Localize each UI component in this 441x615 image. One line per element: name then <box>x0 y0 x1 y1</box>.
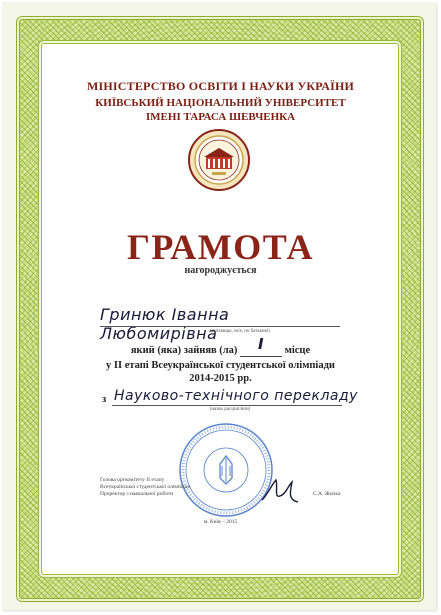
signatory-title-line2: Всеукраїнської студентської олімпіади <box>100 484 191 490</box>
name-caption: (прізвище, ім'я, по батькові) <box>210 329 270 334</box>
awarded-label: нагороджується <box>184 265 257 276</box>
subject-underline <box>112 405 342 406</box>
olympiad-stage: у ІІ етапі Всеукраїнської студентської олімпіади <box>106 360 335 371</box>
place-prefix: який (яка) зайняв (ла) <box>130 345 238 356</box>
city-year: м. Київ – 2015 <box>203 519 238 525</box>
handwritten-signature <box>258 474 304 508</box>
place-value: І <box>258 335 265 353</box>
certificate-title: ГРАМОТА <box>127 227 314 267</box>
university-emblem-logo <box>188 129 250 191</box>
university-name-line1: КИЇВСЬКИЙ НАЦІОНАЛЬНИЙ УНІВЕРСИТЕТ <box>95 97 346 109</box>
subject-caption: (назва дисципліни) <box>209 407 251 412</box>
place-blank <box>240 335 282 357</box>
signatory-title-line3: Проректор з навчальної роботи <box>100 491 174 497</box>
recipient-name: Гринюк Іванна Любомирівна <box>100 305 230 343</box>
place-row <box>0 335 441 357</box>
subject-name: Науково-технічного перекладу <box>114 388 358 404</box>
name-underline <box>100 326 340 327</box>
signatory-name: С.А. Жилка <box>313 491 341 497</box>
university-name-line2: ІМЕНІ ТАРАСА ШЕВЧЕНКА <box>145 111 296 123</box>
ministry-heading: МІНІСТЕРСТВО ОСВІТИ І НАУКИ УКРАЇНИ <box>86 79 355 93</box>
academic-years: 2014-2015 рр. <box>189 373 252 384</box>
subject-prefix: з <box>102 394 107 405</box>
signatory-title-line1: Голова оргкомітету ІІ етапу <box>100 477 165 483</box>
place-suffix: місце <box>284 345 311 356</box>
